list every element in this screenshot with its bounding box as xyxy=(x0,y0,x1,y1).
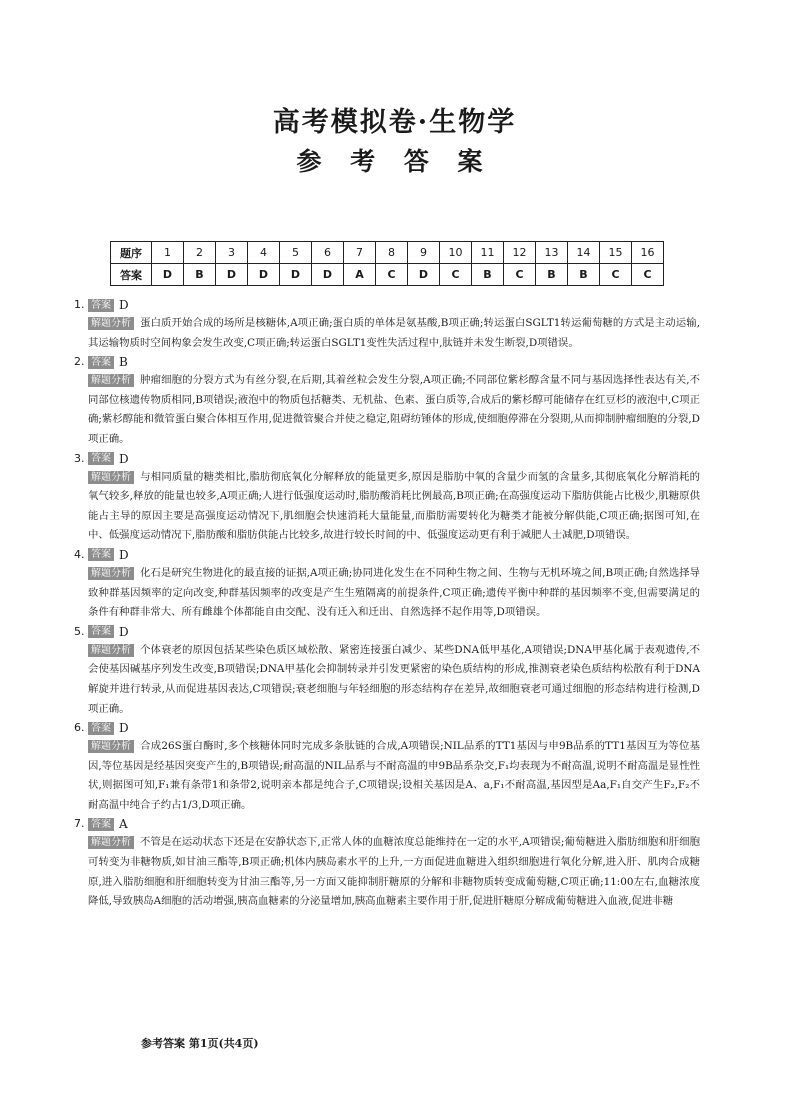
analysis-text: 蛋白质开始合成的场所是核糖体,A项正确;蛋白质的单体是氨基酸,B项正确;转运蛋白SGLT1转运葡萄糖的方式是主动运输,其运输物质时空间构象会发生改变,C项正确;转运蛋白SGLT1变性失活过程中,肽链并未发生断裂,D项错误。 xyxy=(88,317,700,349)
question-block xyxy=(74,719,700,815)
analysis-tag: 解题分析 xyxy=(88,836,134,849)
question-number: 6. xyxy=(74,721,85,735)
answer-tag: 答案 xyxy=(88,548,114,561)
analysis-tag: 解题分析 xyxy=(88,374,134,387)
answer-cell: D xyxy=(312,264,344,286)
analysis-paragraph xyxy=(88,314,700,353)
analysis-text: 化石是研究生物进化的最直接的证据,A项正确;协同进化发生在不同种生物之间、生物与无机环境之间,B项正确;自然选择导致种群基因频率的定向改变,种群基因频率的改变是产生生殖隔离的前提条件,C项正确;遗传平衡中种群的基因频率不变,但需要满足的条件有种群非常大、所有雌雄个体都能自由交配、没有迁入和迁出、自然选择不起作用等,D项错误。 xyxy=(88,566,700,619)
question-number-cell: 13 xyxy=(536,242,568,264)
analysis-paragraph xyxy=(88,737,700,815)
page-subtitle: 参 考 答 案 xyxy=(296,147,493,176)
answer-tag: 答案 xyxy=(88,356,114,369)
question-number-cell: 9 xyxy=(408,242,440,264)
analysis-text: 不管是在运动状态下还是在安静状态下,正常人体的血糖浓度总能维持在一定的水平,A项错误;葡萄糖进入脂肪细胞和肝细胞可转变为非糖物质,如甘油三酯等,B项正确;机体内胰岛素水平的上升,一方面促进血糖进入组织细胞进行氧化分解,进入肝、肌肉合成糖原,进入脂肪细胞和肝细胞转变为甘油三酯等,另一方面又能抑制肝糖原的分解和非糖物质转变成葡萄糖,C项正确;11:00左右,血糖浓度降低,导致胰岛A细胞的活动增强,胰高血糖素的分泌量增加,胰高血糖素主要作用于肝,促进肝糖原分解成葡萄糖进入血液,促进非糖 xyxy=(88,836,700,908)
answer-table-answer-row xyxy=(111,264,664,286)
answer-tag: 答案 xyxy=(88,452,114,465)
question-header xyxy=(74,546,700,564)
answer-cell: C xyxy=(440,264,472,286)
question-number: 5. xyxy=(74,624,85,638)
analysis-tag: 解题分析 xyxy=(88,567,134,580)
number-row-header: 题序 xyxy=(111,242,152,264)
answer-value: D xyxy=(119,624,129,639)
question-block xyxy=(74,546,700,623)
analysis-text: 与相同质量的糖类相比,脂肪彻底氧化分解释放的能量更多,原因是脂肪中氧的含量少而氢的含量多,其彻底氧化分解消耗的氧气较多,释放的能量也较多,A项正确;人进行低强度运动时,脂肪酸消耗比例最高,B项正确;在高强度运动下脂肪供能占比极少,肌糖原供能占主导的原因主要是高强度运动情况下,肌细胞会快速消耗大量能量,而脂肪需要转化为糖类才能被分解供能,C项正确;据图可知,在中、低强度运动情况下,脂肪酸和脂肪供能占比较多,故进行较长时间的中、低强度运动更有利于减肥人士减肥,D项错误。 xyxy=(88,470,700,542)
question-number-cell: 4 xyxy=(248,242,280,264)
answer-content xyxy=(74,296,700,912)
answer-cell: B xyxy=(184,264,216,286)
analysis-paragraph xyxy=(88,833,700,911)
answer-cell: B xyxy=(536,264,568,286)
answer-value: D xyxy=(119,298,129,312)
question-block xyxy=(74,353,700,449)
question-number-cell: 3 xyxy=(216,242,248,264)
answer-cell: B xyxy=(568,264,600,286)
analysis-text: 个体衰老的原因包括某些染色质区域松散、紧密连接蛋白减少、某些DNA低甲基化,A项错误;DNA甲基化属于表观遗传,不会使基因碱基序列发生改变,B项错误;DNA甲基化会抑制转录并引发更紧密的染色质结构的形成,推测衰老染色质结构松散有利于DNA解旋并进行转录,从而促进基因表达,C项错误;衰老细胞与年轻细胞的形态结构存在差异,故细胞衰老可通过细胞的形态结构进行检测,D项正确。 xyxy=(88,643,700,715)
page-footer: 参考答案 第1页(共4页) xyxy=(141,1037,259,1050)
question-number-cell: 14 xyxy=(568,242,600,264)
answer-table-number-row xyxy=(111,242,664,264)
answer-value: B xyxy=(119,355,128,370)
answer-tag: 答案 xyxy=(88,722,114,735)
answer-cell: D xyxy=(216,264,248,286)
question-block xyxy=(74,623,700,719)
answer-table xyxy=(110,241,664,286)
answer-cell: D xyxy=(408,264,440,286)
analysis-paragraph xyxy=(88,371,700,449)
question-header xyxy=(74,719,700,737)
question-block xyxy=(74,815,700,911)
answer-cell: A xyxy=(344,264,376,286)
answer-tag: 答案 xyxy=(88,299,114,312)
answer-tag: 答案 xyxy=(88,818,114,831)
question-header xyxy=(74,623,700,641)
question-number-cell: 15 xyxy=(600,242,632,264)
answer-cell: D xyxy=(280,264,312,286)
question-number: 7. xyxy=(74,817,85,831)
question-number: 1. xyxy=(74,298,85,311)
answer-row-header: 答案 xyxy=(111,264,152,286)
answer-cell: C xyxy=(504,264,536,286)
page-title: 高考模拟卷·生物学 xyxy=(272,107,517,138)
question-number-cell: 1 xyxy=(152,242,184,264)
question-header xyxy=(74,353,700,371)
answer-cell: C xyxy=(376,264,408,286)
question-number-cell: 5 xyxy=(280,242,312,264)
analysis-paragraph xyxy=(88,564,700,623)
answer-cell: D xyxy=(152,264,184,286)
analysis-tag: 解题分析 xyxy=(88,740,134,753)
question-number-cell: 11 xyxy=(472,242,504,264)
question-block xyxy=(74,296,700,353)
answer-tag: 答案 xyxy=(88,625,114,638)
answer-value: A xyxy=(119,817,128,832)
analysis-paragraph xyxy=(88,641,700,719)
question-number-cell: 10 xyxy=(440,242,472,264)
answer-value: D xyxy=(119,547,129,562)
question-number: 3. xyxy=(74,451,85,465)
question-number-cell: 16 xyxy=(632,242,664,264)
question-header xyxy=(74,296,700,314)
analysis-paragraph xyxy=(88,468,700,546)
analysis-text: 合成26S蛋白酶时,多个核糖体同时完成多条肽链的合成,A项错误;NIL品系的TT1基因与申9B品系的TT1基因互为等位基因,等位基因是经基因突变产生的,B项错误;耐高温的NIL品系与不耐高温的申9B品系杂交,F₁均表现为不耐高温,说明不耐高温是显性性状,则据图可知,F₁兼有条带1和条带2,说明亲本都是纯合子,C项错误;设相关基因是A、a,F₁不耐高温,基因型是Aa,F₁自交产生F₂,F₂不耐高温中纯合子约占1/3,D项正确。 xyxy=(88,740,700,811)
question-number: 2. xyxy=(74,355,85,369)
question-header xyxy=(74,815,700,833)
question-number-cell: 8 xyxy=(376,242,408,264)
question-header xyxy=(74,450,700,468)
answer-cell: D xyxy=(248,264,280,286)
analysis-tag: 解题分析 xyxy=(88,644,134,657)
question-number-cell: 6 xyxy=(312,242,344,264)
question-number-cell: 7 xyxy=(344,242,376,264)
answer-cell: C xyxy=(632,264,664,286)
answer-cell: B xyxy=(472,264,504,286)
analysis-tag: 解题分析 xyxy=(88,471,134,484)
analysis-tag: 解题分析 xyxy=(88,317,134,330)
question-number-cell: 12 xyxy=(504,242,536,264)
analysis-text: 肿瘤细胞的分裂方式为有丝分裂,在后期,其着丝粒会发生分裂,A项正确;不同部位紫杉醇含量不同与基因选择性表达有关,不同部位核遗传物质相同,B项错误;液泡中的物质包括糖类、无机盐、色素、蛋白质等,合成后的紫杉醇可能储存在红豆杉的液泡中,C项正确;紫杉醇能和微管蛋白聚合体相互作用,促进微管聚合并使之稳定,阻碍纺锤体的形成,使细胞停滞在分裂期,从而抑制肿瘤细胞的分裂,D项正确。 xyxy=(88,374,700,445)
answer-value: D xyxy=(119,451,129,466)
answer-value: D xyxy=(119,721,129,736)
question-number: 4. xyxy=(74,547,85,561)
question-number-cell: 2 xyxy=(184,242,216,264)
question-block xyxy=(74,450,700,546)
answer-cell: C xyxy=(600,264,632,286)
